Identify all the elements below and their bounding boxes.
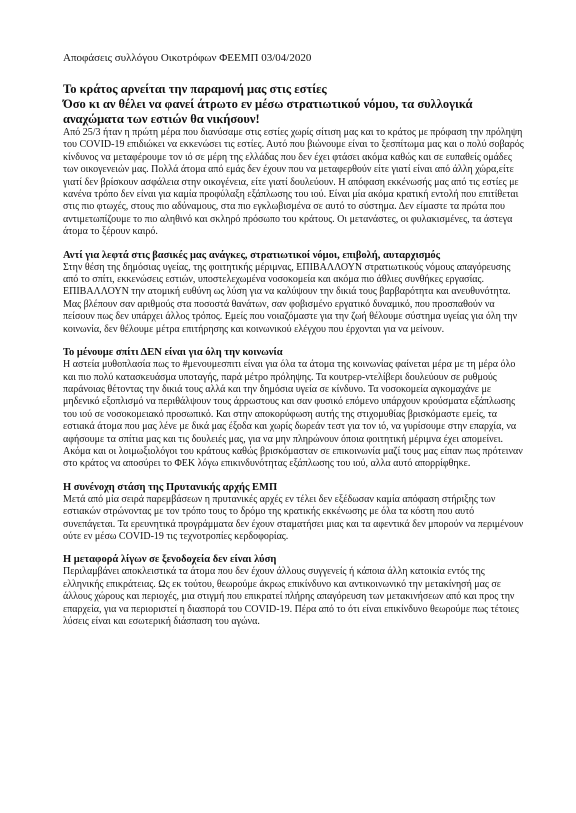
section-paragraph-1: Στην θέση της δημόσιας υγείας, της φοιτητικής μέριμνας, ΕΠΙΒΑΛΛΟΥΝ στρατιωτικούς νόμους απαγόρευσης από το σπίτι, εκκενώσεις εστιών, υποστελεχωμένα νοσοκομεία και ακόμα πιο άθλιες συνθήκες εργασίας. ΕΠΙΒΑΛΛΟΥΝ την ατομική ευθύνη ως λύση για να καλύψουν την δικιά τους βαρβαρότητα και ανευθυνότητα. Μας βλέπουν σαν αριθμούς στα ποσοστά θανάτων, σαν φοβισμένο εργατικό δυναμικό, που προσπαθούν να πείσουν πως δεν υπάρχει άλλος τρόπος. Εμείς που νοιαζόμαστε για την ζωή θέλουμε σύστημα υγείας για όλη την κοινωνία, δεν θέλουμε μέτρα επιτήρησης και κοινωνικού ελέγχου που έρχονται για να μείνουν. xyxy=(63,261,518,335)
title-line-2: Όσο κι αν θέλει να φανεί άτρωτο εν μέσω στρατιωτικού νόμου, τα συλλογικά αναχώματα των εστιών θα νικήσουν! xyxy=(63,97,473,126)
section-paragraph-2: Η αστεία μυθοπλασία πως το #μενουμεσπιτι είναι για όλα τα άτομα της κοινωνίας φαίνεται μέρα με τη μέρα όλο και πιο πολύ κατασκευάσμα υποταγής, παρά μέτρο πρόληψης. Τα κουτρερ-ντελίβερι δουλεύουν σε ρυθμούς παράνοιας θέτοντας την δικιά τους αλλά και την δημόσια υγεία σε κίνδυνο. Τα νοσοκομεία αγκομαχάνε με μηδενικό εξοπλισμό να περιθάλψουν τους άρρωστους και σαν φυσικό επόμενο υπάρχουν κρούσματα εξάπλωσης του ιού σε νοσοκομειακό προσωπικό. Και στην αποκορύφωση αυτής της στιχομυθίας βρισκόμαστε εμείς, τα εστιακά άτομα που μας λένε με δικά μας έξοδα και χωρίς δωρεάν τεστ για τον ιό, να γυρίσουμε στην επαρχία, να αφήσουμε τα σπίτια μας και τις δουλειές μας, για να μην πληρώνουν όποια φοιτητική μέριμνα έχει απομείνει. Ακόμα και οι λοιμωξιολόγοι του κράτους καθώς βρισκόμασταν σε επικοινωνία μαζί τους μας είπαν πως πρότειναν στο κράτος να αποσύρει το ΦΕΚ λόγω επικινδυνότητας εξάπλωσης του ιού, αλλα αυτό απορρίφθηκε. xyxy=(63,359,523,470)
section-paragraph-3: Μετά από μία σειρά παρεμβάσεων η πρυτανικές αρχές εν τέλει δεν εξέδωσαν καμία απόφαση στήριξης των εστιακών στρώνοντας με τον τρόπο τους το δρόμο της κρατικής εκκένωσης με όλα τα κόστη που αυτό συνεπάγεται. Τα ερευνητικά προγράμματα δεν έχουν σταματήσει μιας και τα αφεντικά δεν μπορούν να περιμένουν ούτε εν μέσω COVID-19 τις τεχνοτροπίες κερδοφορίας. xyxy=(63,493,524,542)
title-line-1: Το κράτος αρνείται την παραμονή μας στις εστίες xyxy=(63,82,327,96)
section-heading-1: Αντί για λεφτά στις βασικές μας ανάγκες, στρατιωτικοί νόμοι, επιβολή, αυταρχισμός xyxy=(63,249,441,261)
section-paragraph-4: Περιλαμβάνει αποκλειστικά τα άτομα που δεν έχουν άλλους συγγενείς ή κάποια άλλη κατοικία εντός της ελληνικής επικράτειας. Ως εκ τούτου, θεωρούμε άκρως επικίνδυνο και αντικοινωνικό την μετακίνησή μας σε άλλους χώρους και περιοχές, μια στιγμή που επικρατεί πλήρης απαγόρευση των μετακινήσεων από και προς την επαρχεία, για να περιοριστεί η διασπορά του COVID-19. Πέρα από το ότι είναι επικίνδυνο θεωρούμε πως τέτοιες λύσεις είναι και εσωτερική διάσπαση του αγώνα. xyxy=(63,566,519,627)
section-heading-4: Η μεταφορά λίγων σε ξενοδοχεία δεν είναι λύση xyxy=(63,554,277,566)
intro-paragraph: Από 25/3 ήταν η πρώτη μέρα που διανύσαμε στις εστίες χωρίς σίτιση μας και το κράτος με πρόφαση την πρόληψη του COVID-19 επιδιώκει να εκκενώσει τις εστίες. Αυτό που βιώνουμε είναι το ξεσπίτωμα μας και ο πολύ σοβαρός κίνδυνος να μεταφέρουμε τον ιό σε μέρη της ελλάδας που δεν έχει φτάσει ακόμα καθώς και σε ευπαθείς ομάδες των οικογενειών μας. Πολλά άτομα από εμάς δεν έχουν που να μεταφερθούν είτε γιατί είναι από άλλη χώρα,είτε γιατί δεν βρίσκουν ασφάλεια στην οικογένεια, είτε γιατί δουλεύουν. Η απόφαση εκκένωσής μας από τις εστίες με κανένα τρόπο δεν είναι για καμία προφύλαξη εξάπλωσης του ιού. Είναι μία ακόμα κρατική εντολή που επιτίθεται στις πιο φτωχές, στους πιο αδύναμους, στα πιο εγκλωβισμένα σε αυτό το σύστημα. Δεν είμαστε τα πρώτα που αντιμετωπίζουμε το πιο αληθινό και σκληρό πρόσωπο του κράτους. Οι μετανάστες, οι φυλακισμένες, τα άστεγα άτομα το ξέρουν καιρό. xyxy=(63,127,524,238)
section-heading-2: Το μένουμε σπίτι ΔΕΝ είναι για όλη την κοινωνία xyxy=(63,347,283,359)
section-heading-3: Η συνένοχη στάση της Πρυτανικής αρχής ΕΜΠ xyxy=(63,481,278,493)
document-header: Αποφάσεις συλλόγου Οικοτρόφων ΦΕΕΜΠ 03/04/2020 xyxy=(63,52,312,64)
